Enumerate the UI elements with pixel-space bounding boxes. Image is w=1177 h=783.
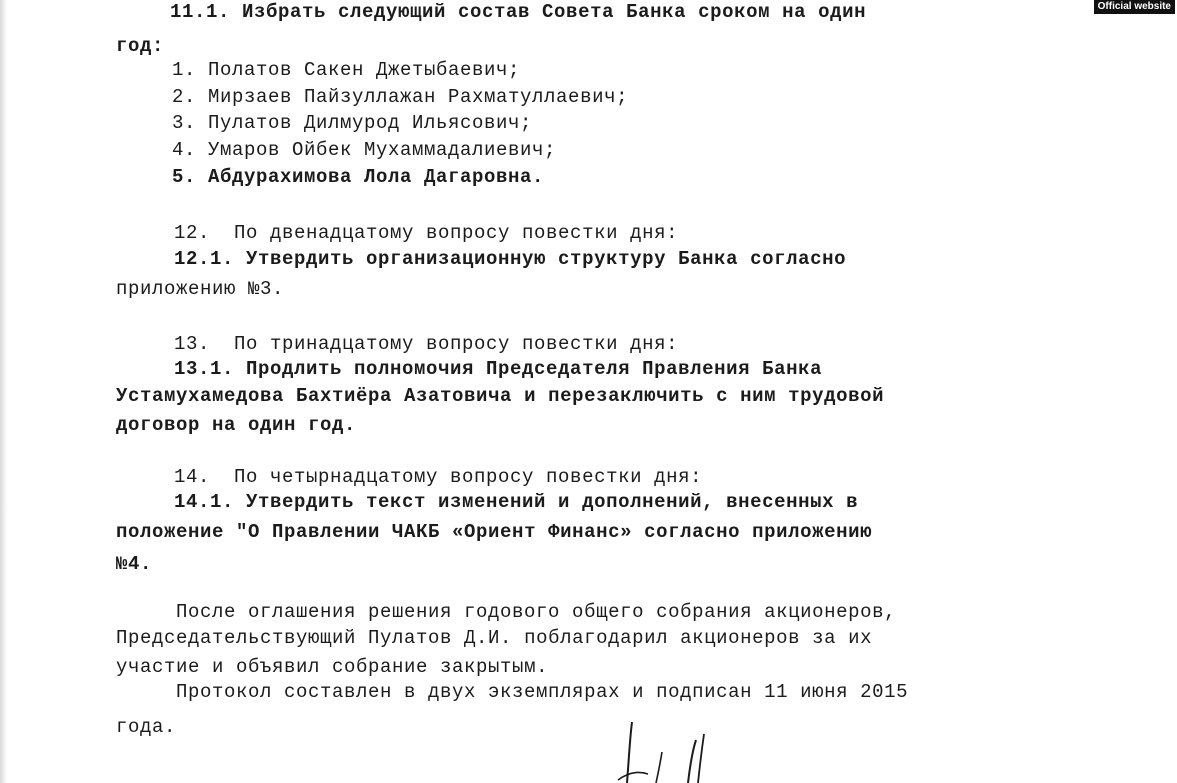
document-line: 14. По четырнадцатому вопросу повестки дня: [174, 466, 703, 488]
signature-mark [600, 712, 720, 783]
document-line: Председательствующий Пулатов Д.И. поблагодарил акционеров за их [116, 627, 873, 649]
document-line: 12.1. Утвердить организационную структуру Банка согласно [174, 248, 847, 270]
document-line: договор на один год. [116, 414, 357, 436]
document-line: положение "О Правлении ЧАКБ «Ориент Финанс» согласно приложению [116, 521, 873, 543]
document-line: год: [116, 35, 165, 57]
document-line: 4. Умаров Ойбек Мухаммадалиевич; [172, 139, 557, 161]
document-line: 11.1. Избрать следующий состав Совета Банка сроком на один [170, 1, 867, 23]
document-line: 3. Пулатов Дилмурод Ильясович; [172, 112, 533, 134]
document-line: 14.1. Утвердить текст изменений и дополнений, внесенных в [174, 491, 859, 513]
document-line: 2. Мирзаев Пайзуллажан Рахматуллаевич; [172, 86, 629, 108]
scan-edge-shadow [0, 0, 8, 783]
document-line: Протокол составлен в двух экземплярах и подписан 11 июня 2015 [176, 681, 909, 703]
document-line: участие и объявил собрание закрытым. [116, 656, 549, 678]
document-line: приложению №3. [116, 278, 285, 300]
document-line: 5. Абдурахимова Лола Дагаровна. [172, 166, 545, 188]
document-line: 1. Полатов Сакен Джетыбаевич; [172, 59, 521, 81]
document-line: После оглашения решения годового общего собрания акционеров, [176, 601, 897, 623]
document-line: Устамухамедова Бахтиёра Азатовича и перезаключить с ним трудовой [116, 385, 885, 407]
document-line: 13. По тринадцатому вопросу повестки дня: [174, 333, 679, 355]
document-line: года. [116, 716, 177, 738]
document-line: №4. [116, 553, 153, 575]
official-website-badge: Official website [1094, 0, 1175, 14]
document-line: 12. По двенадцатому вопросу повестки дня: [174, 222, 679, 244]
document-line: 13.1. Продлить полномочия Председателя Правления Банка [174, 358, 823, 380]
